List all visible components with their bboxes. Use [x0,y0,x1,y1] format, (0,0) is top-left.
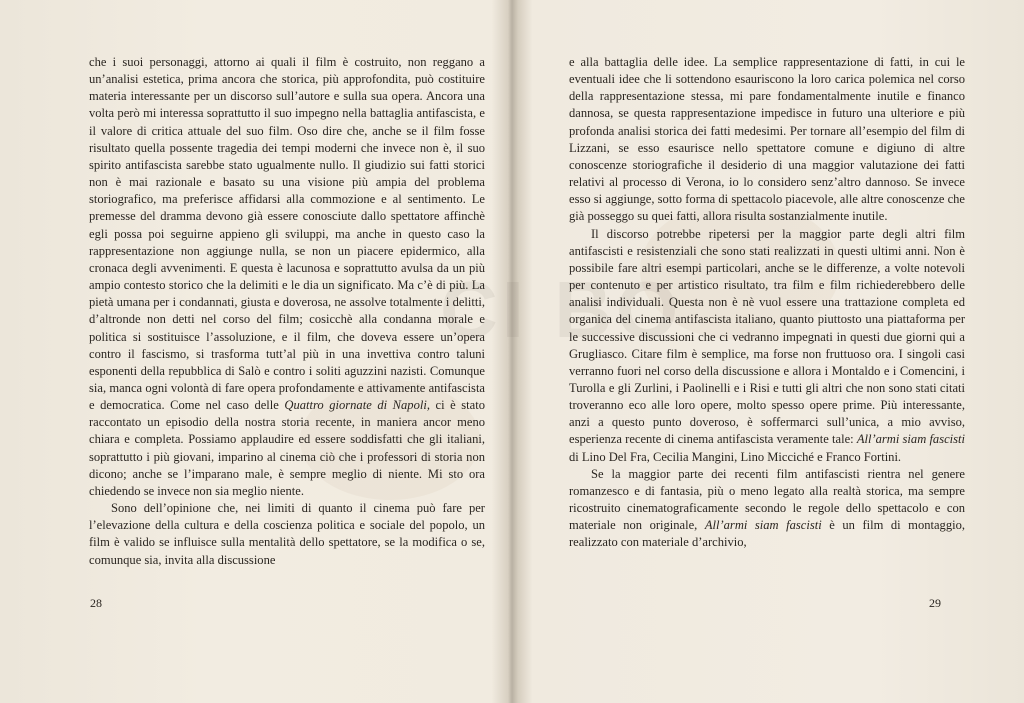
text-run: ci è stato raccontato un episodio della nostra storia recente, in maniera ancor meno chiara e completa. Possiamo applaudire ed essere soddisfatti che gli italiani, soprattutto i più giovani, imparino al cinema ciò che i professori di storia non dicono; anche se l’imparano male, è sempre meglio di niente. Mi sto ora chiedendo se invece non sia meglio niente. [89,398,485,498]
film-title-italic: Quattro giornate di Napoli, [284,398,430,413]
film-title-italic: All’armi siam fascisti [704,518,822,533]
paragraph [569,226,965,466]
paragraph [89,500,485,569]
library-watermark: CI BO [440,265,683,354]
film-title-italic: All’armi siam fascisti [856,432,966,447]
right-page-text [569,54,965,552]
text-run: Il discorso potrebbe ripetersi per la maggior parte degli altri film antifascisti e resistenziali che sono stati realizzati in questi ultimi anni. Non è possibile fare altri esempi particolari, anche se le differenze, a volte notevoli per contenuto e per artistico risultato, tra film e film richiederebbero delle analisi individuali. Questa non è nè vuol essere una trattazione completa ed organica del cinema antifascista italiano, quanto piuttosto una piattaforma per le successive discussioni che ci vedranno impegnati in questi due giorni qui a Grugliasco. Citare film è semplice, ma forse non fruttuoso ora. I singoli casi verranno fuori nel corso della discussione e allora i Montaldo e i Comencini, i Turolla e gli Zurlini, i Paolinelli e i Risi e tutti gli altri che non sono stati citati troveranno eco alle loro opere, molto spesso opere prime. Più interessante, anzi a questo punto doveroso, è soffermarci sull’unica, a mio avviso, esperienza recente di cinema antifascista veramente tale: [569,226,965,447]
left-page-text [89,54,485,569]
text-run: e alla battaglia delle idee. La semplice rappresentazione di fatti, in cui le eventuali idee che li sottendono esauriscono la loro carica polemica nel corso della rappresentazione stessa, mi pare fondamentalmente inutile e financo dannosa, se questa rappresentazione impedisce in futuro una ulteriore e più profonda analisi storica dei fatti medesimi. Per tornare all’esempio del film di Lizzani, se esso esaurisce nello spettatore comune e digiuno di altre conoscenze storiografiche il desiderio di una maggior valutazione dei fatti relativi al processo di Verona, io lo considero senz’altro dannoso. Se invece esso si aggiunge, sotto forma di spettacolo piacevole, alle altre conoscenze che già posseggo su quei fatti, allora risulta sostanzialmente inutile. [569,55,965,224]
paragraph [569,54,965,226]
text-run: è un film di montaggio, realizzato con materiale d’archivio, [569,518,965,550]
right-page-number: 29 [929,596,941,610]
text-run: di Lino Del Fra, Cecilia Mangini, Lino Micciché e Franco Fortini. [569,449,902,464]
paragraph [569,466,965,552]
paragraph [89,54,485,500]
text-run: Se la maggior parte dei recenti film antifascisti rientra nel genere romanzesco e di fantasia, più o meno legato alla realtà storica, ma sempre ricostruito cinematograficamente secondo le regole dello spettacolo e con materiale non originale, [569,466,965,533]
left-page-number: 28 [90,596,102,610]
text-run: Sono dell’opinione che, nei limiti di quanto il cinema può fare per l’elevazione della cultura e della coscienza politica e sociale del popolo, un film è valido se influisce sulla mentalità dello spettatore, se la modifica o se, comunque sia, invita alla discussione [89,501,485,567]
text-run: che i suoi personaggi, attorno ai quali il film è costruito, non reggano a un’analisi estetica, prima ancora che storica, più approfondita, può costituire materia interessante per un discorso sull’autore e sulla sua opera. Ancora una volta però mi interessa soprattutto il suo impegno nella battaglia antifascista, e il valore di critica attuale del suo film. Oso dire che, anche se il film fosse risultato quella possente tragedia dei tempi moderni che invece non è, il suo spirito antifascista sarebbe stato ugualmente nullo. Il giudizio sui fatti storici non è mai razionale e basato su una visione più ampia del problema storiografico, ma preferisce affidarsi alla commozione e al sentimento. Le premesse del dramma devono già essere conosciute dallo spettatore affinchè egli possa poi seguirne appieno gli sviluppi, ma anche in questo caso la rappresentazione non aggiunge nulla, se non un piacere epidermico, alla cronaca degli avvenimenti. E questa è lacunosa e soprattutto avulsa da un più ampio contesto storico che la delimiti e le dia un significato. Ma c’è di più. La pietà umana per i condannati, giusta e doverosa, ne assolve totalmente i delitti, d’altronde non detti nel corso del film; cosicchè alla condanna morale e politica si sostituisce l’assoluzione, e il film, che doveva essere un’opera contro il fascismo, si trasforma tutt’al più in una invettiva contro taluni esponenti della repubblica di Salò e contro i soliti aguzzini nazisti. Comunque sia, manca ogni volontà di fare opera profondamente e attivamente antifascista e democratica. Come nel caso delle [89,55,485,413]
